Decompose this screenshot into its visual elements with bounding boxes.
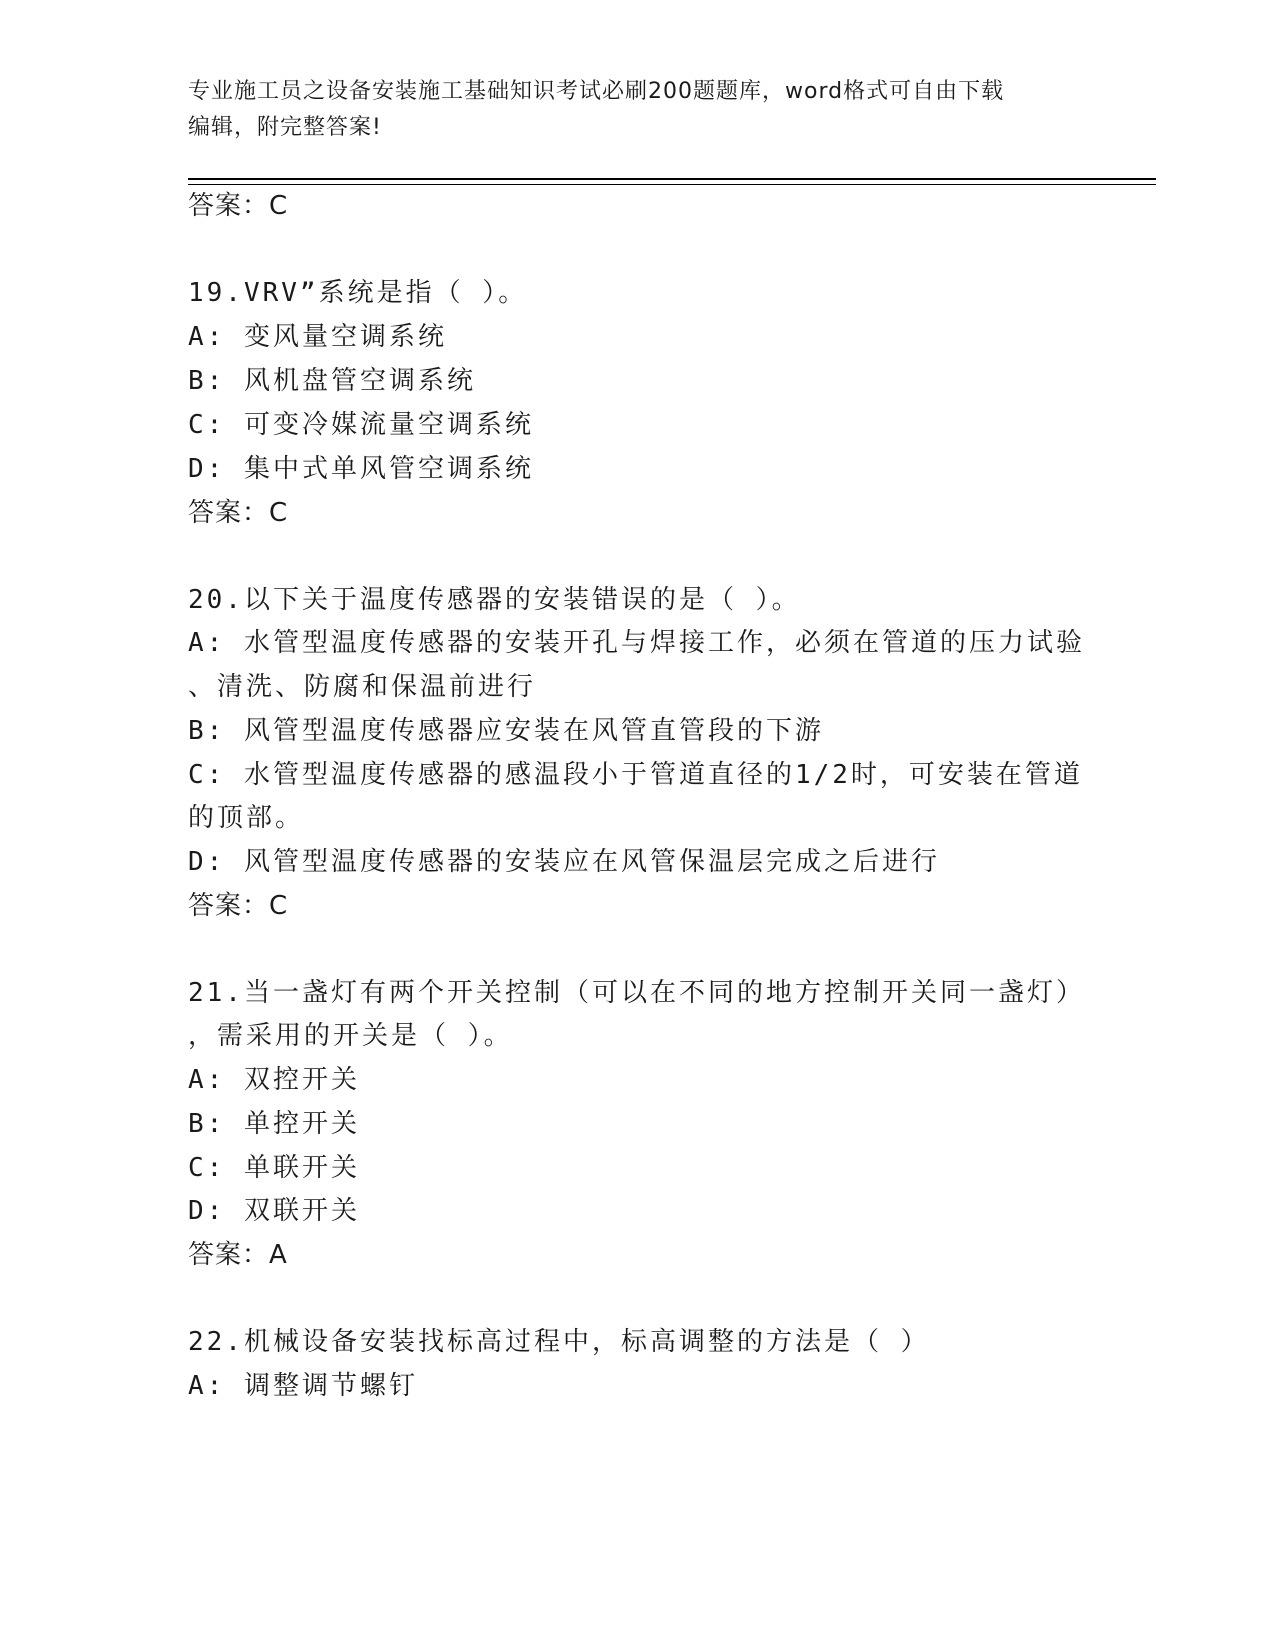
document-header [188, 74, 1088, 146]
question-20-option-d: D: 风管型温度传感器的安装应在风管保温层完成之后进行 [188, 847, 940, 877]
answer-previous: 答案：C [188, 191, 289, 221]
question-22-option-a: A: 调整调节螺钉 [188, 1371, 418, 1401]
question-20-option-c-line-2: 的顶部。 [188, 803, 305, 833]
header-line-2: 编辑，附完整答案! [188, 115, 382, 140]
question-20-answer: 答案：C [188, 891, 289, 921]
header-divider-thin [188, 184, 1156, 185]
question-19-option-c: C: 可变冷媒流量空调系统 [188, 410, 534, 440]
question-21-stem-line-1: 21.当一盏灯有两个开关控制（可以在不同的地方控制开关同一盏灯） [188, 978, 1085, 1008]
header-line-1: 专业施工员之设备安装施工基础知识考试必刷200题题库，word格式可自由下载 [188, 79, 1005, 104]
question-19-answer: 答案：C [188, 498, 289, 528]
question-21-option-b: B: 单控开关 [188, 1109, 360, 1139]
header-divider [188, 178, 1156, 180]
question-19-stem: 19.VRV”系统是指（ ）。 [188, 278, 528, 308]
question-19-option-d: D: 集中式单风管空调系统 [188, 454, 534, 484]
question-20-option-a-line-1: A: 水管型温度传感器的安装开孔与焊接工作，必须在管道的压力试验 [188, 628, 1085, 658]
question-22-stem: 22.机械设备安装找标高过程中，标高调整的方法是（ ） [188, 1327, 930, 1357]
question-20-stem: 20.以下关于温度传感器的安装错误的是（ ）。 [188, 585, 801, 615]
question-21-option-c: C: 单联开关 [188, 1153, 360, 1183]
question-21-stem-line-2: ，需采用的开关是（ ）。 [188, 1021, 513, 1051]
question-20-option-a-line-2: 、清洗、防腐和保温前进行 [188, 672, 537, 702]
question-19-option-b: B: 风机盘管空调系统 [188, 366, 476, 396]
question-19-option-a: A: 变风量空调系统 [188, 322, 447, 352]
question-21-option-a: A: 双控开关 [188, 1065, 360, 1095]
question-20-option-c-line-1: C: 水管型温度传感器的感温段小于管道直径的1/2时，可安装在管道 [188, 760, 1083, 790]
question-20-option-b: B: 风管型温度传感器应安装在风管直管段的下游 [188, 716, 824, 746]
question-21-option-d: D: 双联开关 [188, 1196, 360, 1226]
question-21-answer: 答案：A [188, 1240, 288, 1270]
